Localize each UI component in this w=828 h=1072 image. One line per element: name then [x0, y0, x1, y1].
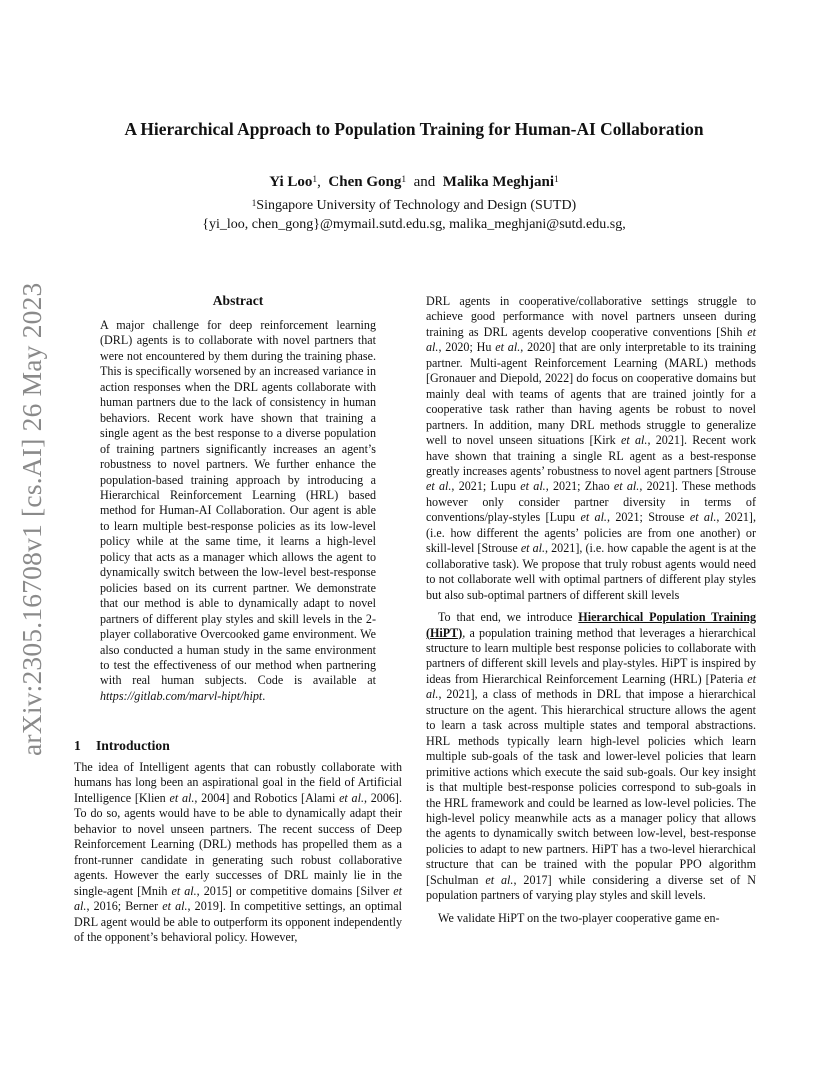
affiliation-mark: 1 — [401, 175, 407, 185]
affiliation-mark: 1 — [312, 175, 318, 185]
section-title: Introduction — [96, 738, 170, 753]
code-link[interactable]: https://gitlab.com/marvl-hipt/hipt — [100, 688, 263, 703]
affiliation-mark: 1 — [251, 198, 257, 208]
section-number: 1 — [74, 738, 81, 753]
author-list: Yi Loo$^1$, Chen Gong$^1$ and Malika Meghjani$^1$ — [269, 174, 559, 190]
section-heading-introduction — [74, 737, 402, 755]
author-emails: {yi_loo, chen_gong}@mymail.sutd.edu.sg, malika_meghjani@sutd.edu.sg, — [202, 217, 626, 232]
paragraph: We validate HiPT on the two-player cooperative game en- — [438, 910, 720, 925]
institution: $^1$Singapore University of Technology and Design (SUTD) — [251, 198, 577, 213]
paragraph: To that end, we introduce Hierarchical Population Training (HiPT), a population training method that leverages a hierarchical structure to learn multiple best response policies to collaborate with partners of different skill levels and play-styles. HiPT is inspired by ideas from Hierarchical Reinforcement Learning (HRL) [Pateria et al., 2021], a class of methods in DRL that impose a hierarchical structure on the agent. This hierarchical structure allows the agent to learn a task across multiple states and temporal abstractions. HRL methods typically learn high-level policies which learn multiple sub-goals of the task and lower-level policies that learn primitive actions which execute the said sub-goals. Our key insight is that multiple best-response policies correspond to sub-goals in the HRL framework and could be learned as low-level policies. The high-level policy meanwhile acts as a manager policy that allows the agents to dynamically switch between low-level, best-response policies to adapt to new partners. HiPT has a two-level hierarchical structure that can be trained with the popular PPO algorithm [Schulman et al., 2017] while considering a diverse set of N population partners of varying play styles and skill levels. — [426, 610, 757, 903]
method-name-highlight: Hierarchical Population Training (HiPT) — [426, 610, 756, 640]
introduction-paragraph: The idea of Intelligent agents that can robustly collaborate with humans has long been an aspirational goal in the field of Artificial Intelligence [Klien et al., 2004] and Robotics [Alami et al., 2006]. To do so, agents would have to be able to dynamically adapt their behavior to novel unseen partners. The recent success of Deep Reinforcement Learning (DRL) methods has propelled them as a front-runner candidate in generating such robust collaborative agents. However the early successes of DRL mainly lie in the single-agent [Mnih et al., 2015] or competitive domains [Silver et al., 2016; Berner et al., 2019]. In competitive settings, an optimal DRL agent would be able to outperform its opponent independently of the opponent’s behavioral policy. However, — [74, 760, 403, 944]
abstract-body: A major challenge for deep reinforcement learning (DRL) agents is to collaborate with novel partners that were not encountered by them during the training phase. This is specifically worsened by an increased variance in action responses when the DRL agents collaborate with human partners due to the lack of consistency in human behaviors. Recent work have shown that training a single agent as the best response to a diverse population of training partners significantly increases an agent’s robustness to novel partners. We further enhance the population-based training approach by introducing a Hierarchical Reinforcement Learning (HRL) based method for Human-AI Collaboration. Our agent is able to learn multiple best-response policies as its low-level policy while at the same time, it learns a high-level policy that acts as a manager which allows the agent to dynamically switch between the low-level best-response policies based on its current partner. We demonstrate that our method is able to dynamically adapt to novel partners of different play styles and skill levels in the 2-player collaborative Overcooked game environment. We also conducted a human study in the same environment to test the effectiveness of our method when partnering with real human subjects. Code is available at https://gitlab.com/marvl-hipt/hipt. — [100, 318, 376, 703]
paper-title: A Hierarchical Approach to Population Training for Human-AI Collaboration — [124, 119, 704, 139]
author-name: Chen Gong — [328, 174, 402, 190]
affiliation-mark: 1 — [554, 175, 559, 185]
affiliation-block — [60, 196, 768, 234]
arxiv-identifier-stamp: arXiv:2305.16708v1 [cs.AI] 26 May 2023 — [16, 282, 47, 756]
author-name: Yi Loo — [269, 174, 313, 190]
right-column-text — [426, 294, 756, 926]
abstract-heading: Abstract — [212, 293, 264, 308]
author-conjunction: and — [413, 174, 436, 190]
paragraph: DRL agents in cooperative/collaborative settings struggle to achieve good performance with novel partners unseen during training as DRL agents develop cooperative conventions [Shih et al., 2020; Hu et al., 2020] that are only interpretable to its training partner. Multi-agent Reinforcement Learning (MARL) methods [Gronauer and Diepold, 2022] do focus on cooperative domains but mainly deal with teams of agents that are trained jointly for a cooperative task rather than having agents be robust to novel partners. In addition, many DRL methods struggle to generalize well to novel unseen situations [Kirk et al., 2021]. Recent work have shown that training a single RL agent as a best-response greatly increases agents’ robustness to novel agent partners [Strouse et al., 2021; Lupu et al., 2021; Zhao et al., 2021]. These methods however only consider partner diversity in terms of conventions/play-styles [Lupu et al., 2021; Strouse et al., 2021], (i.e. how different the agents’ policies are from one another) or skill-level [Strouse et al., 2021], (i.e. how capable the agent is at the collaborative task). We propose that truly robust agents would need to not collaborate well with optimal partners of different play styles but also sub-optimal partners of different skill levels — [426, 294, 757, 602]
author-name: Malika Meghjani — [442, 174, 555, 190]
